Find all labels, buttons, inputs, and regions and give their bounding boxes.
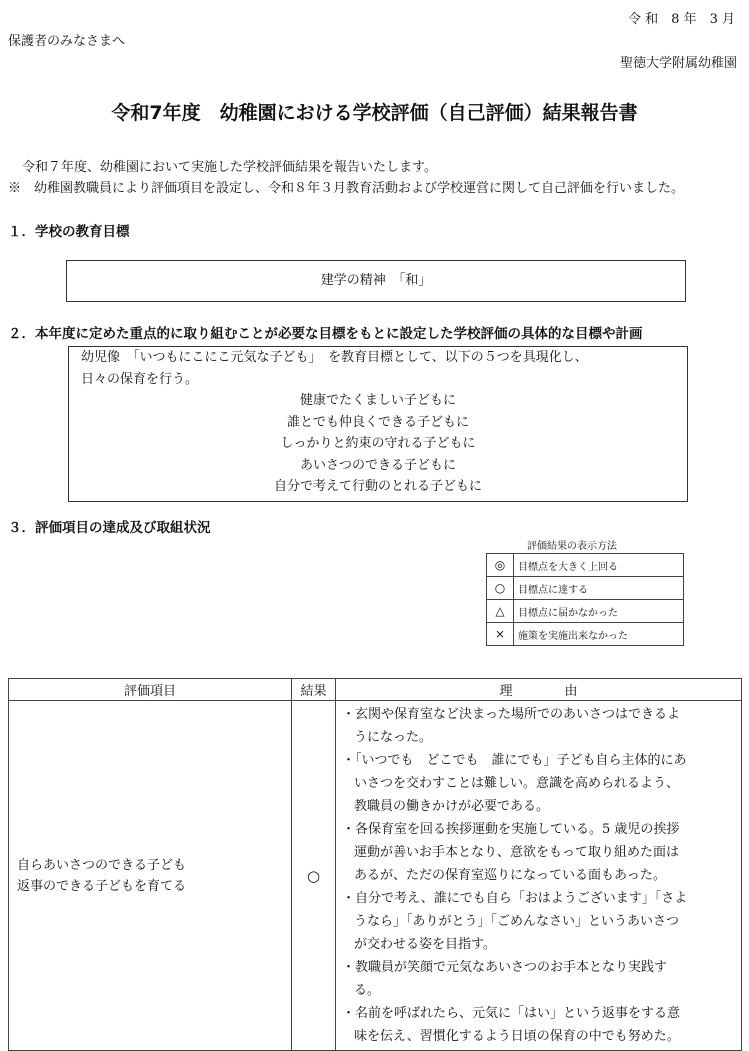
reason-line: うになった。	[354, 730, 433, 745]
reason-bullet	[342, 1002, 737, 1048]
header-reason: 理 由	[336, 679, 742, 701]
legend-table	[486, 553, 684, 646]
header-item: 評価項目	[9, 679, 292, 701]
legend-text: 目標点に達する	[514, 577, 684, 600]
legend-text: 施策を実施出来なかった	[514, 623, 684, 646]
reason-line: 教職員の働きかけが必要である。	[354, 799, 550, 814]
reason-line: ・自分で考え、誰にでも自ら「おはようございます」「さよ	[342, 891, 688, 906]
goal-item: 健康でたくましい子どもに	[299, 393, 456, 408]
evaluation-item	[9, 701, 292, 1051]
reason-bullet	[342, 818, 737, 887]
reason-line: あるが、ただの保育室巡りになっている面もあった。	[354, 868, 666, 883]
recipient: 保護者のみなさまへ	[8, 34, 126, 49]
intro-note: ※ 幼稚園教職員により評価項目を設定し、令和８年３月教育活動および学校運営に関して自己評価を行いました。	[8, 181, 685, 196]
reason-line: いさつを交わすことは難しい。意識を高められるよう、	[354, 776, 680, 791]
header-result: 結果	[292, 679, 336, 701]
education-goal: 建学の精神 「和」	[320, 273, 432, 288]
reason-line: ・名前を呼ばれたら、元気に「はい」という返事をする意	[342, 1006, 681, 1021]
reason-line: ・教職員が笑顔で元気なあいさつのお手本となり実践す	[342, 960, 668, 975]
page-title: 令和7年度 幼稚園における学校評価（自己評価）結果報告書	[111, 102, 638, 124]
intro-line: 令和７年度、幼稚園において実施した学校評価結果を報告いたします。	[22, 160, 437, 175]
legend-symbol: ○	[487, 577, 514, 600]
goals-lead	[69, 347, 687, 390]
lead-line: 幼児像 「いつもにこにこ元気な子ども」 を教育目標として、以下の５つを具現化し、	[81, 350, 588, 365]
lead-line: 日々の保育を行う。	[81, 371, 199, 387]
section2-heading: ２．本年度に定めた重点的に取り組むことが必要な目標をもとに設定した学校評価の具体的な目標や計画	[8, 326, 643, 342]
evaluation-reasons	[336, 701, 742, 1051]
reason-line: ・「いつでも どこでも 誰にでも」子ども自ら主体的にあ	[342, 753, 687, 768]
goals-box	[68, 346, 688, 502]
goal-item: 自分で考えて行動のとれる子どもに	[273, 479, 482, 494]
goal-item: しっかりと約束の守れる子どもに	[280, 436, 476, 451]
legend-symbol: ◎	[487, 554, 514, 577]
legend-row	[487, 577, 684, 600]
reason-line: 運動が善いお手本となり、意欲をもって取り組めた面は	[354, 845, 680, 860]
sender: 聖徳大学附属幼稚園	[619, 56, 737, 71]
legend-symbol: ×	[487, 623, 514, 646]
report-date: 令 和 8 年 3 月	[628, 12, 735, 27]
reason-line: 味を伝え、習慣化するよう日頃の保育の中でも努めた。	[354, 1029, 680, 1044]
reason-line: る。	[354, 983, 381, 998]
legend-text: 目標点を大きく上回る	[514, 554, 684, 577]
legend-text: 目標点に届かなかった	[514, 600, 684, 623]
reason-bullet	[342, 703, 737, 749]
reason-bullet	[342, 956, 737, 1002]
legend-symbol: △	[487, 600, 514, 623]
reason-bullet	[342, 749, 737, 818]
reason-line: ・各保育室を回る挨拶運動を実施している。5 歳児の挨拶	[342, 822, 680, 837]
legend-row	[487, 554, 684, 577]
evaluation-table	[8, 678, 742, 1051]
section3-heading: ３．評価項目の達成及び取組状況	[8, 520, 211, 536]
legend-row	[487, 600, 684, 623]
goal-item: 誰とでも仲良くできる子どもに	[286, 414, 469, 430]
item-line: 自らあいさつのできる子ども	[17, 857, 187, 873]
table-header-row	[9, 679, 742, 701]
item-line: 返事のできる子どもを育てる	[17, 878, 187, 894]
section1-heading: １．学校の教育目標	[8, 224, 130, 240]
legend-caption: 評価結果の表示方法	[527, 541, 617, 552]
table-row	[9, 701, 742, 1051]
legend-row	[487, 623, 684, 646]
reason-bullet	[342, 887, 737, 956]
goal-item: あいさつのできる子どもに	[299, 457, 456, 473]
reason-line: ・玄関や保育室など決まった場所でのあいさつはできるよ	[342, 707, 681, 722]
reason-line: が交わせる姿を目指す。	[354, 937, 496, 952]
goals-list	[69, 390, 687, 498]
evaluation-result: ○	[292, 701, 336, 1051]
education-goal-box	[66, 260, 686, 302]
reason-line: うなら」「ありがとう」「ごめんなさい」というあいさつ	[354, 914, 680, 929]
